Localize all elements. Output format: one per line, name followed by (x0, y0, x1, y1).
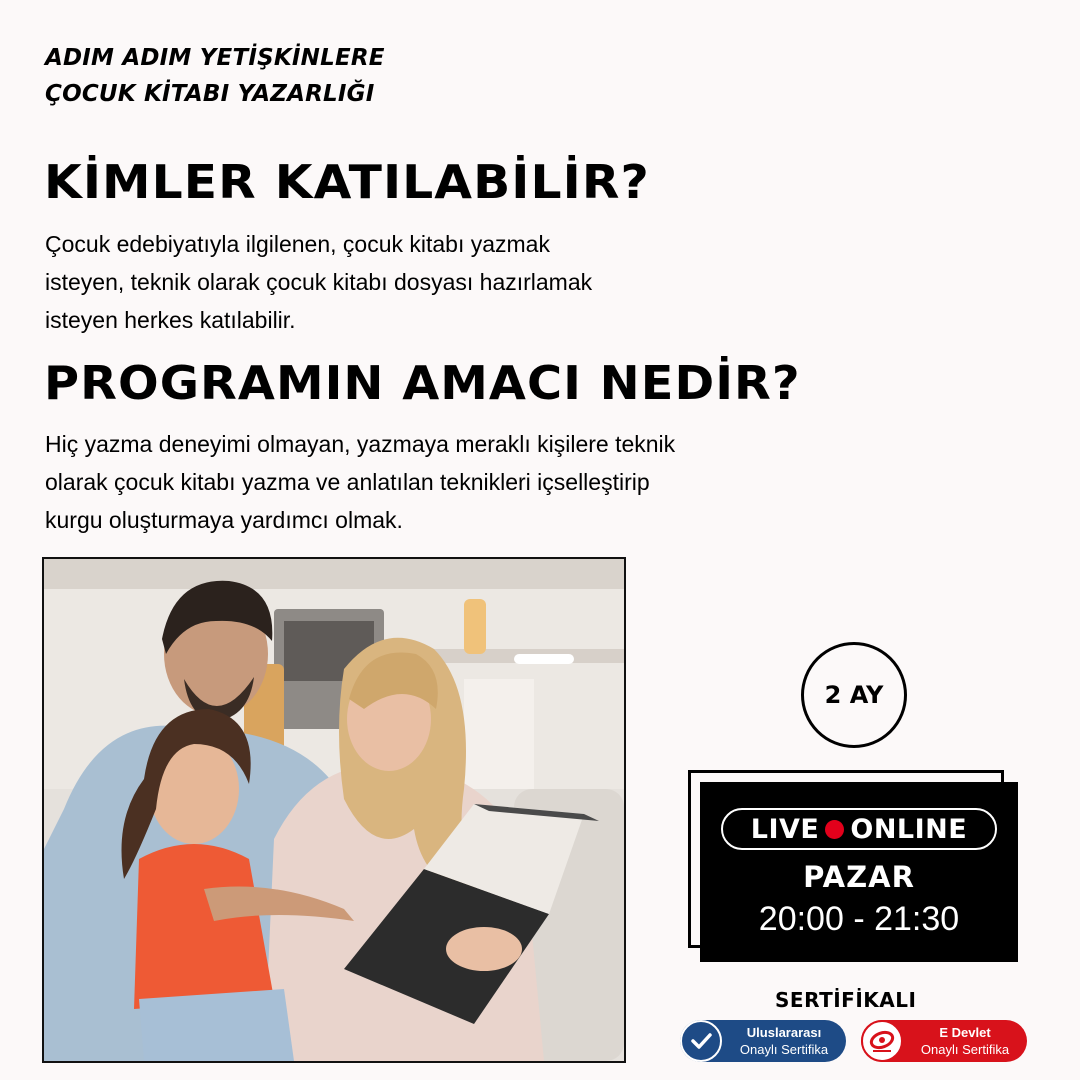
live-dot-icon (825, 820, 844, 839)
family-reading-photo (42, 557, 626, 1063)
duration-badge: 2 AY (801, 642, 907, 748)
edevlet-certificate-text (909, 1024, 1021, 1058)
checkmark-icon (680, 1020, 722, 1062)
program-goal-heading: PROGRAMIN AMACI NEDİR? (44, 356, 801, 410)
paragraph-line: olarak çocuk kitabı yazma ve anlatılan teknikleri içselleştirip (45, 469, 650, 495)
international-certificate-badge (680, 1020, 846, 1062)
who-can-join-text (45, 225, 592, 339)
session-time: 20:00 - 21:30 (758, 900, 960, 938)
paragraph-line: isteyen, teknik olarak çocuk kitabı dosyası hazırlamak (45, 269, 593, 295)
who-can-join-heading: KİMLER KATILABİLİR? (44, 155, 650, 209)
paragraph-line: Hiç yazma deneyimi olmayan, yazmaya meraklı kişilere teknik (45, 431, 676, 457)
live-label: LIVE (750, 813, 820, 845)
certificate-line-1: Uluslararası (746, 1025, 822, 1040)
paragraph-line: isteyen herkes katılabilir. (45, 307, 296, 333)
session-day: PAZAR (803, 860, 915, 894)
paragraph-line: Çocuk edebiyatıyla ilgilenen, çocuk kitabı yazmak (45, 231, 550, 257)
course-subtitle (45, 40, 385, 112)
certificate-title: SERTİFİKALI (775, 988, 917, 1012)
program-goal-text (45, 425, 675, 539)
subtitle-line-2: ÇOCUK KİTABI YAZARLIĞI (45, 81, 375, 107)
edevlet-logo-icon (861, 1020, 903, 1062)
edevlet-certificate-badge (861, 1020, 1027, 1062)
live-session-box (700, 782, 1018, 962)
online-label: ONLINE (850, 813, 968, 845)
certificate-line-2: Onaylı Sertifika (739, 1042, 829, 1057)
paragraph-line: kurgu oluşturmaya yardımcı olmak. (45, 507, 403, 533)
subtitle-line-1: ADIM ADIM YETİŞKİNLERE (45, 45, 385, 71)
certificate-line-1: E Devlet (939, 1025, 991, 1040)
live-online-pill (721, 808, 997, 850)
certificate-line-2: Onaylı Sertifika (920, 1042, 1010, 1057)
international-certificate-text (728, 1024, 840, 1058)
